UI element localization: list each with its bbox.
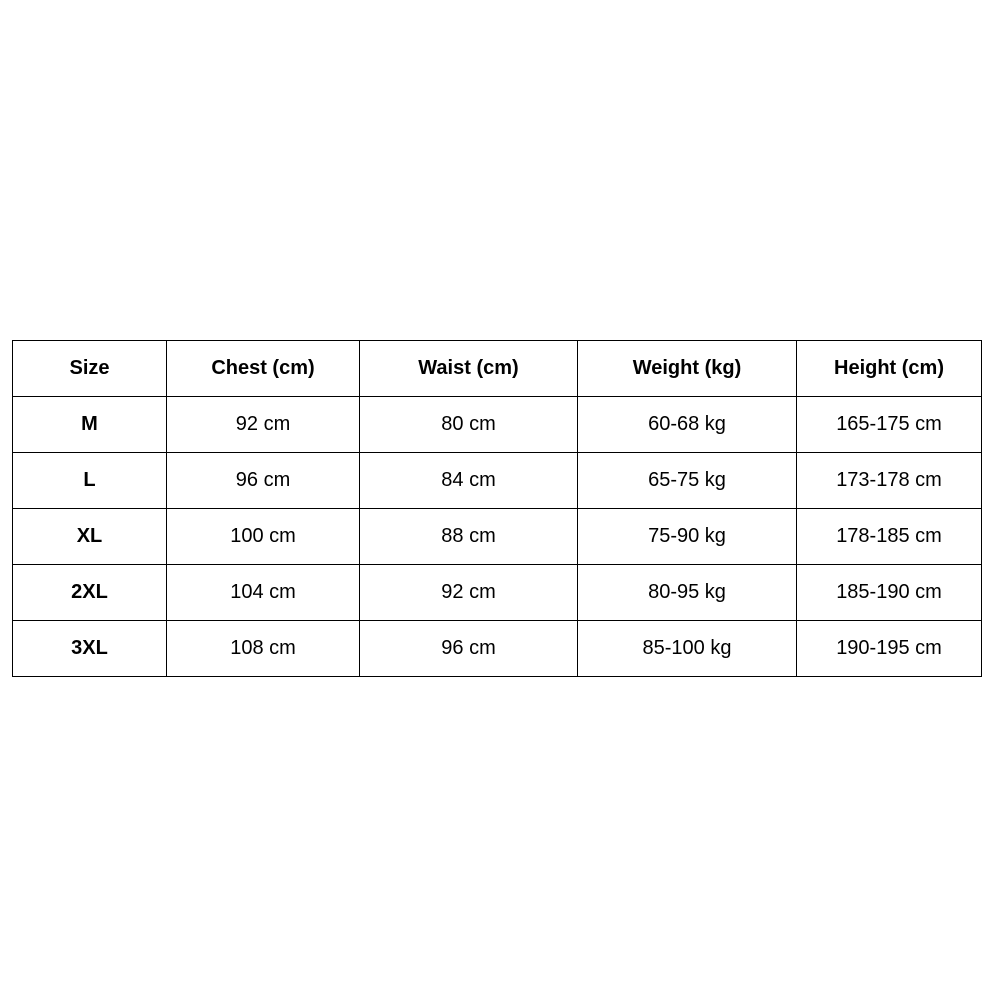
- chest-cell: 108 cm: [167, 621, 360, 677]
- weight-cell: 80-95 kg: [578, 565, 797, 621]
- size-cell: L: [13, 453, 167, 509]
- size-cell: M: [13, 397, 167, 453]
- table-row: [13, 397, 982, 453]
- table-row: [13, 453, 982, 509]
- waist-cell: 80 cm: [360, 397, 578, 453]
- header-size: Size: [13, 341, 167, 397]
- waist-cell: 84 cm: [360, 453, 578, 509]
- chest-cell: 96 cm: [167, 453, 360, 509]
- weight-cell: 75-90 kg: [578, 509, 797, 565]
- height-cell: 178-185 cm: [797, 509, 982, 565]
- header-row: [13, 341, 982, 397]
- table-row: [13, 509, 982, 565]
- header-chest: Chest (cm): [167, 341, 360, 397]
- header-waist: Waist (cm): [360, 341, 578, 397]
- height-cell: 165-175 cm: [797, 397, 982, 453]
- header-height: Height (cm): [797, 341, 982, 397]
- chest-cell: 104 cm: [167, 565, 360, 621]
- waist-cell: 96 cm: [360, 621, 578, 677]
- height-cell: 185-190 cm: [797, 565, 982, 621]
- weight-cell: 65-75 kg: [578, 453, 797, 509]
- waist-cell: 88 cm: [360, 509, 578, 565]
- size-cell: 2XL: [13, 565, 167, 621]
- table-row: [13, 621, 982, 677]
- size-cell: 3XL: [13, 621, 167, 677]
- table-row: [13, 565, 982, 621]
- size-cell: XL: [13, 509, 167, 565]
- chest-cell: 92 cm: [167, 397, 360, 453]
- weight-cell: 60-68 kg: [578, 397, 797, 453]
- waist-cell: 92 cm: [360, 565, 578, 621]
- height-cell: 190-195 cm: [797, 621, 982, 677]
- size-chart-table: [12, 340, 982, 677]
- chest-cell: 100 cm: [167, 509, 360, 565]
- height-cell: 173-178 cm: [797, 453, 982, 509]
- header-weight: Weight (kg): [578, 341, 797, 397]
- weight-cell: 85-100 kg: [578, 621, 797, 677]
